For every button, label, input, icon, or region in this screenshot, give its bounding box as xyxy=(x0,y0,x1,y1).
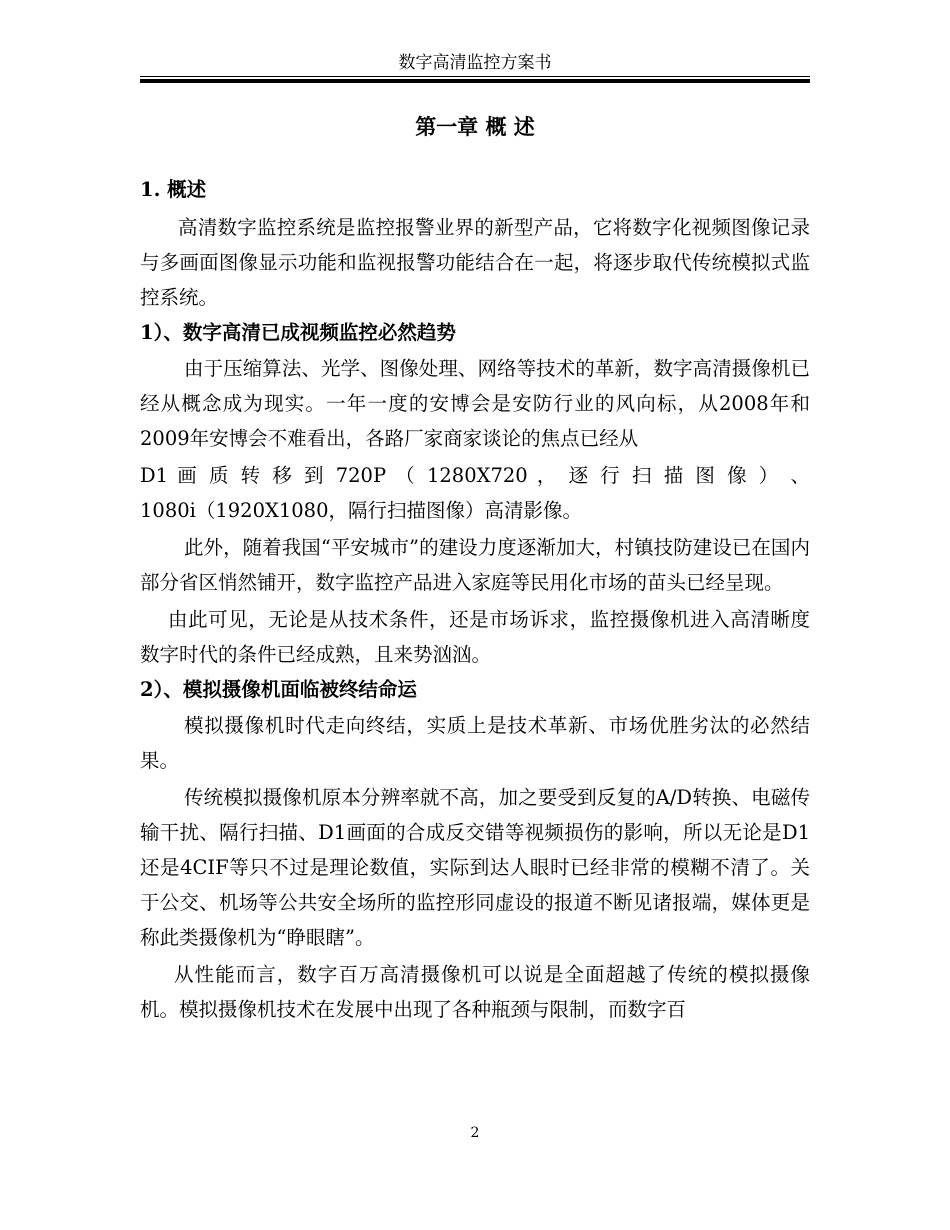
header-rule-thick xyxy=(140,79,810,83)
paragraph-analog-end: 模拟摄像机时代走向终结，实质上是技术革新、市场优胜劣汰的必然结果。 xyxy=(140,714,810,772)
section-heading-overview: 1. 概述 xyxy=(140,178,207,201)
paragraph-conclusion: 由此可见，无论是从技术条件，还是市场诉求，监控摄像机进入高清晰度数字时代的条件已经成熟，且来势汹汹。 xyxy=(140,608,810,666)
paragraph-trend-main: 由于压缩算法、光学、图像处理、网络等技术的革新，数字高清摄像机已经从概念成为现实。一年一度的安博会是安防行业的风向标，从2008年和2009年安博会不难看出，各路厂家商家谈论的焦点已经从 xyxy=(140,357,810,450)
page-number: 2 xyxy=(470,1125,480,1141)
paragraph-trend-spread-line: D1 画 质 转 移 到 720P （ 1280X720 ， 逐 行 扫 描 图 像 ） 、 xyxy=(140,464,810,487)
paragraph-safe-city: 此外，随着我国“平安城市”的建设力度逐渐加大，村镇技防建设已在国内部分省区悄然铺开，数字监控产品进入家庭等民用化市场的苗头已经呈现。 xyxy=(140,536,810,594)
paragraph-performance: 从性能而言，数字百万高清摄像机可以说是全面超越了传统的模拟摄像机。模拟摄像机技术在发展中出现了各种瓶颈与限制，而数字百 xyxy=(140,963,810,1021)
paragraph-trend xyxy=(140,351,810,528)
paragraph-trend-end: 1080i（1920X1080，隔行扫描图像）高清影像。 xyxy=(140,499,582,522)
paragraph-overview: 高清数字监控系统是监控报警业界的新型产品，它将数字化视频图像记录与多画面图像显示功能和监视报警功能结合在一起，将逐步取代传统模拟式监控系统。 xyxy=(140,216,810,309)
subsection-heading-2: 2）、模拟摄像机面临被终结命运 xyxy=(140,678,417,701)
subsection-heading-1: 1）、数字高清已成视频监控必然趋势 xyxy=(140,321,456,344)
chapter-title: 第一章 概 述 xyxy=(415,114,535,139)
paragraph-analog-limits: 传统模拟摄像机原本分辨率就不高，加之要受到反复的A/D转换、电磁传输干扰、隔行扫描、D1画面的合成反交错等视频损伤的影响，所以无论是D1还是4CIF等只不过是理论数值，实际到达人眼时已经非常的模糊不清了。关于公交、机场等公共安全场所的监控形同虚设的报道不断见诸报端，媒体更是称此类摄像机为“睁眼瞎”。 xyxy=(140,786,810,949)
header-rule-thin xyxy=(140,76,810,77)
body-content xyxy=(140,174,810,1029)
page-header-title: 数字高清监控方案书 xyxy=(398,53,552,73)
